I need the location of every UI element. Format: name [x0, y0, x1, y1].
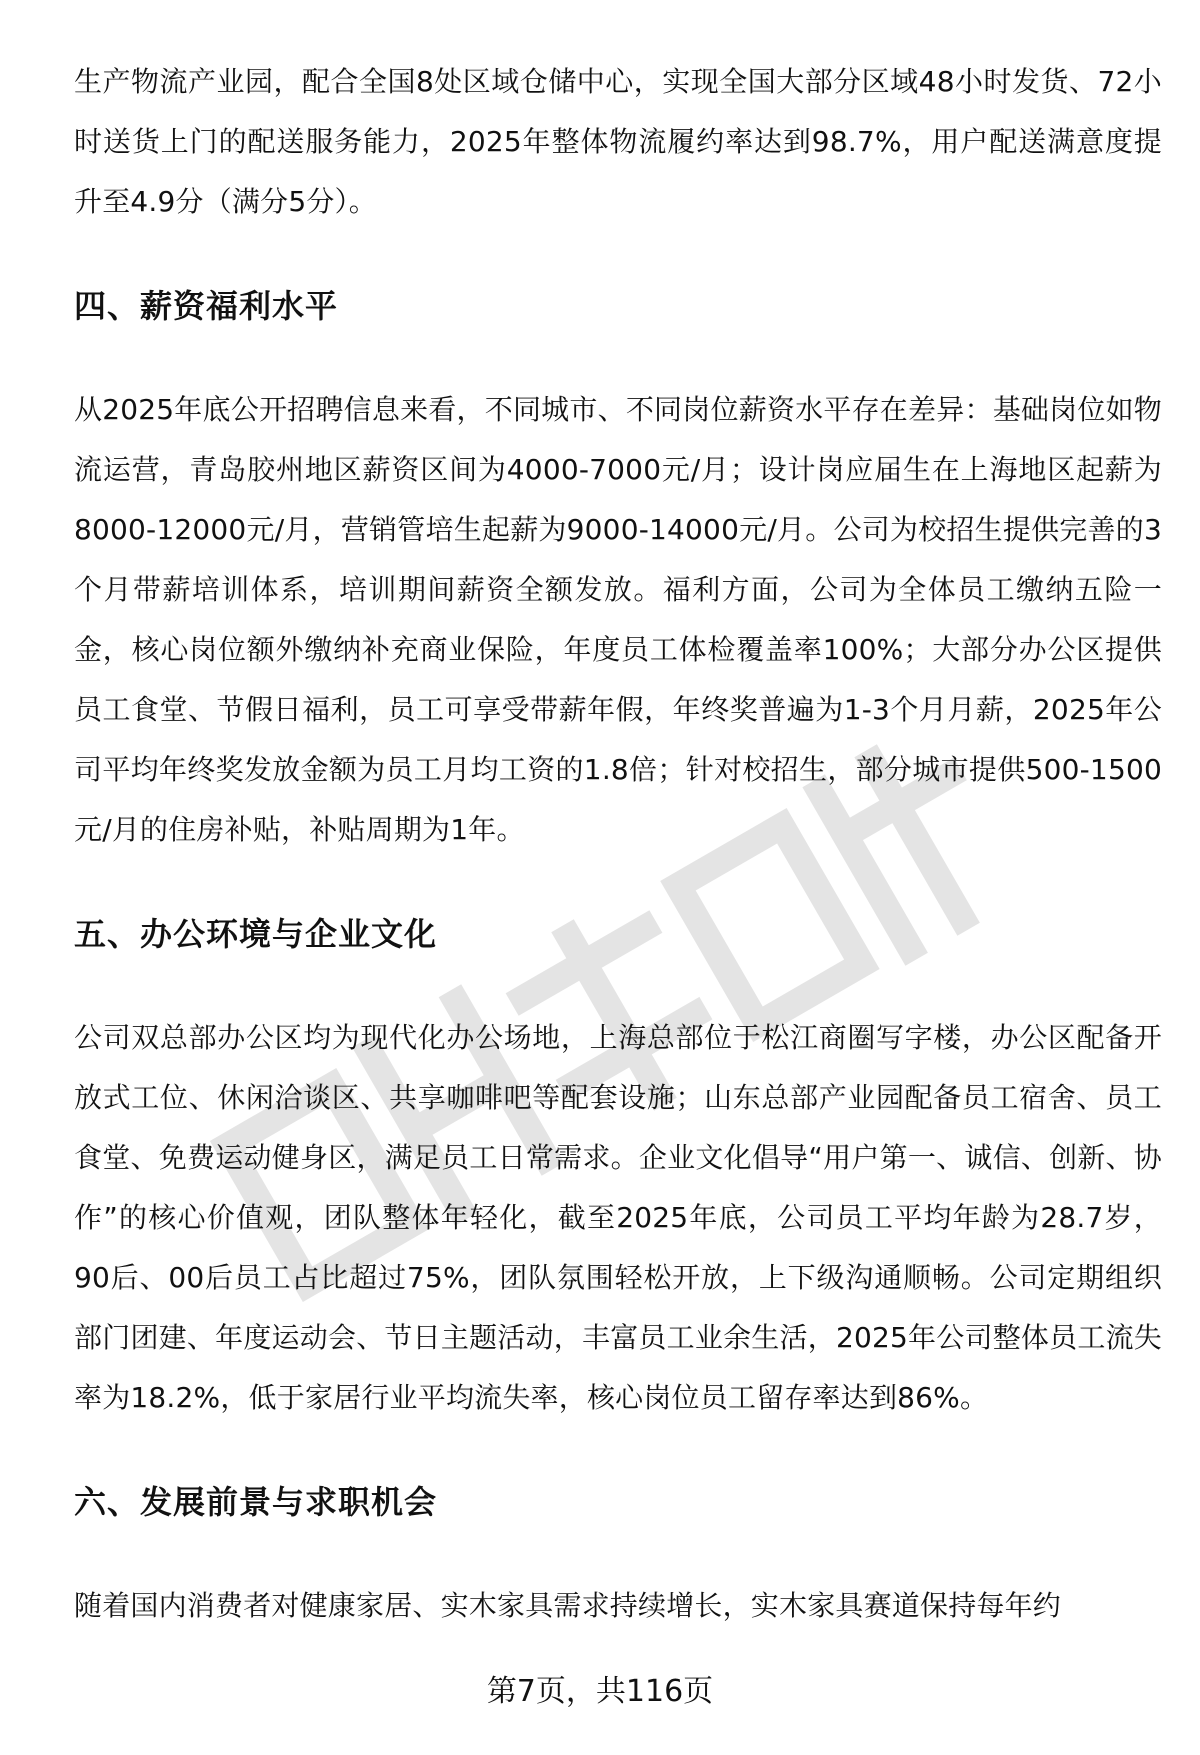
heading-salary-benefits: 四、薪资福利水平: [74, 287, 339, 325]
paragraph-office-culture: 公司双总部办公区均为现代化办公场地，上海总部位于松江商圈写字楼，办公区配备开放式工位、休闲洽谈区、共享咖啡吧等配套设施；山东总部产业园配备员工宿舍、员工食堂、免费运动健身区，满足员工日常需求。企业文化倡导“用户第一、诚信、创新、协作”的核心价值观，团队整体年轻化，截至2025年底，公司员工平均年龄为28.7岁，90后、00后员工占比超过75%，团队氛围轻松开放，上下级沟通顺畅。公司定期组织部门团建、年度运动会、节日主题活动，丰富员工业余生活，2025年公司整体员工流失率为18.2%，低于家居行业平均流失率，核心岗位员工留存率达到86%。: [74, 1021, 1162, 1414]
document-content: [74, 52, 1162, 1636]
paragraph-salary-benefits: 从2025年底公开招聘信息来看，不同城市、不同岗位薪资水平存在差异：基础岗位如物流运营，青岛胶州地区薪资区间为4000-7000元/月；设计岗应届生在上海地区起薪为8000-12000元/月，营销管培生起薪为9000-14000元/月。公司为校招生提供完善的3个月带薪培训体系，培训期间薪资全额发放。福利方面，公司为全体员工缴纳五险一金，核心岗位额外缴纳补充商业保险，年度员工体检覆盖率100%；大部分办公区提供员工食堂、节假日福利，员工可享受带薪年假，年终奖普遍为1-3个月月薪，2025年公司平均年终奖发放金额为员工月均工资的1.8倍；针对校招生，部分城市提供500-1500元/月的住房补贴，补贴周期为1年。: [74, 393, 1162, 846]
heading-office-culture: 五、办公环境与企业文化: [74, 915, 438, 953]
paragraph-logistics: 生产物流产业园，配合全国8处区域仓储中心，实现全国大部分区域48小时发货、72小时送货上门的配送服务能力，2025年整体物流履约率达到98.7%，用户配送满意度提升至4.9分（满分5分）。: [74, 65, 1162, 218]
heading-prospects: 六、发展前景与求职机会: [74, 1483, 438, 1521]
page-number: 第7页，共116页: [486, 1674, 714, 1709]
paragraph-prospects: 随着国内消费者对健康家居、实木家具需求持续增长，实木家具赛道保持每年约: [74, 1589, 1062, 1622]
